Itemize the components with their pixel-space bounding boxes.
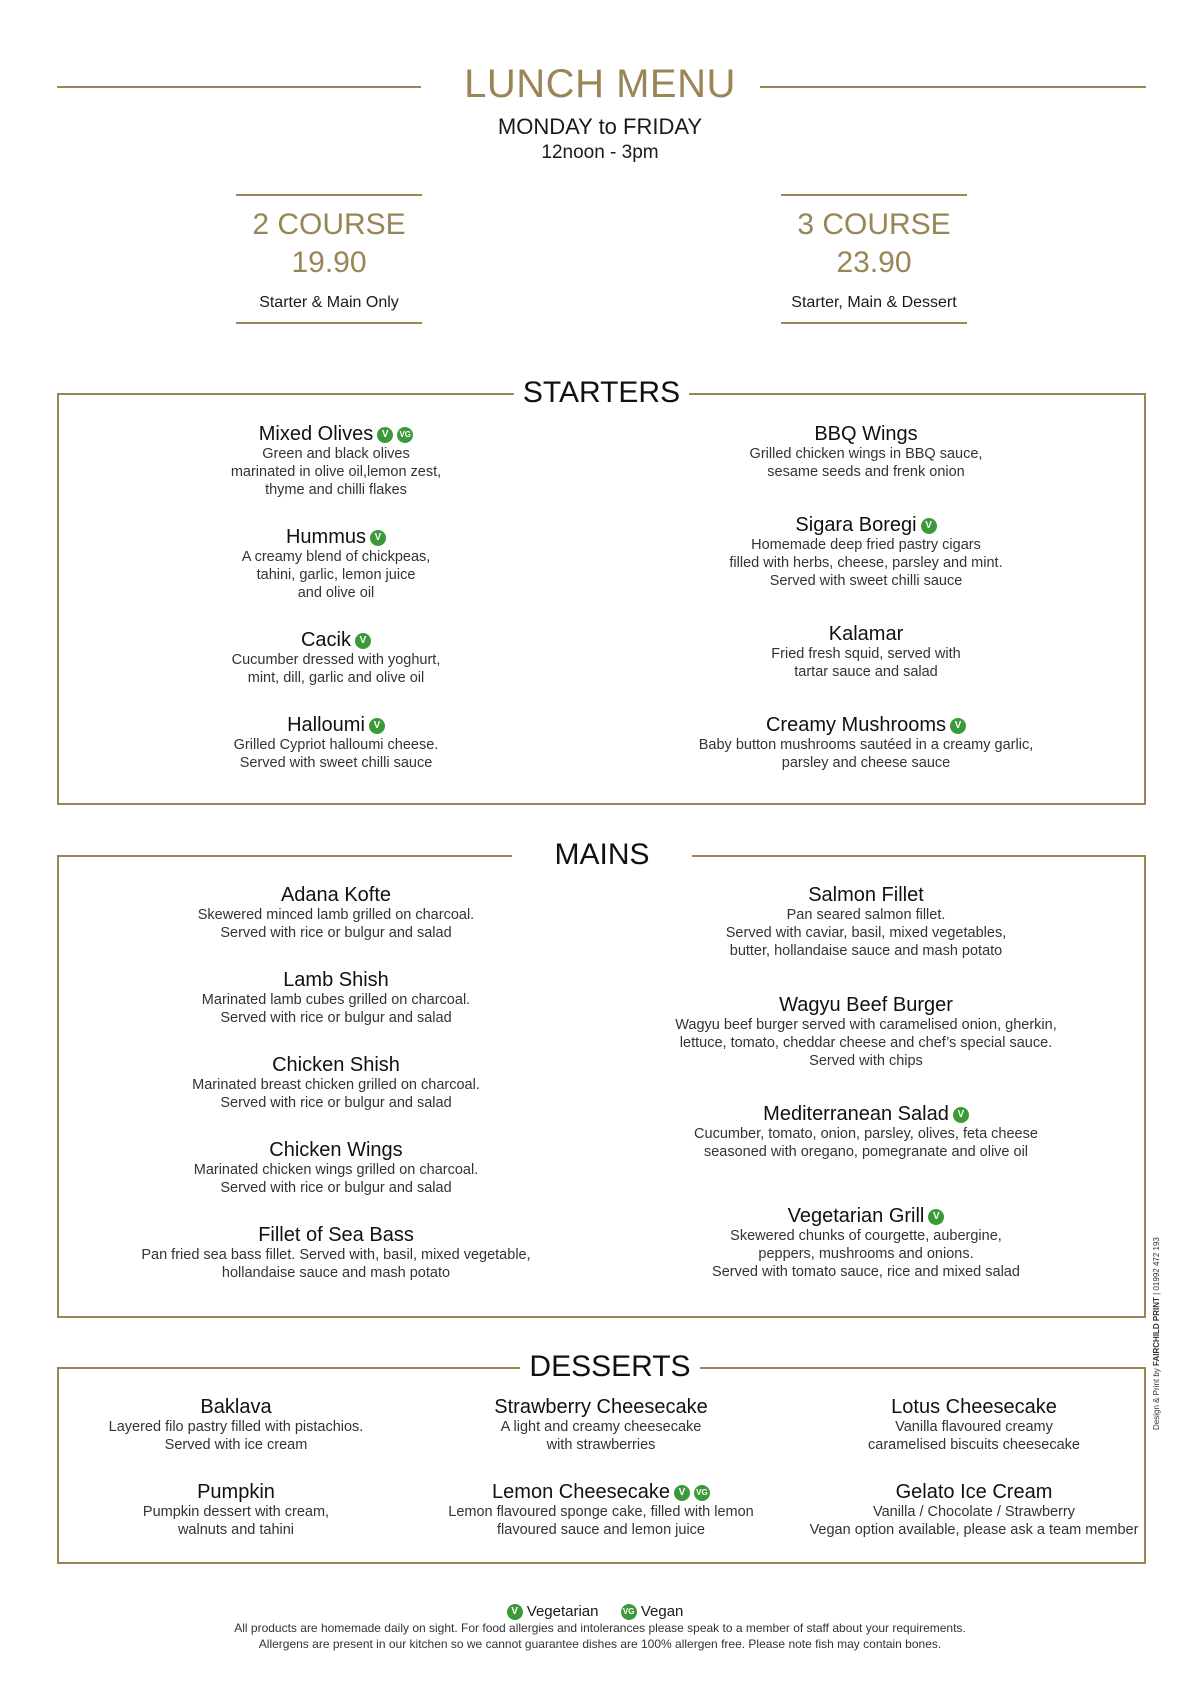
vegan-icon: VG <box>621 1604 637 1620</box>
item-description-line: and olive oil <box>297 585 375 601</box>
item-name-text: Baklava <box>200 1396 272 1418</box>
item-name-text: Vegetarian Grill <box>787 1205 925 1227</box>
item-name <box>646 884 1086 906</box>
item-name-text: Salmon Fillet <box>808 884 924 906</box>
item-description-line: Pan seared salmon fillet. <box>786 907 946 923</box>
item-name <box>116 714 556 736</box>
allergy-note: All products are homemade daily on sight. For food allergies and intolerances please speak to a member of staff about your requirements. <box>234 1621 966 1635</box>
item-name-text: Hummus <box>285 526 366 548</box>
printer-prefix: Design & Print by <box>1152 1368 1161 1430</box>
vegetarian-icon: V <box>507 1604 523 1620</box>
menu-title: LUNCH MENU <box>464 62 736 106</box>
item-name <box>646 514 1086 536</box>
item-description-line: Served with tomato sauce, rice and mixed salad <box>712 1264 1020 1280</box>
item-description-line: Served with sweet chilli sauce <box>769 573 963 589</box>
item-description-line: with strawberries <box>546 1437 656 1453</box>
printer-phone: | 01992 472 193 <box>1152 1237 1161 1295</box>
item-description-line: parsley and cheese sauce <box>781 755 951 771</box>
item-description-line: Lemon flavoured sponge cake, filled with lemon <box>448 1504 754 1520</box>
item-name-text: Chicken Wings <box>269 1139 403 1161</box>
item-description-line: seasoned with oregano, pomegranate and olive oil <box>703 1144 1029 1160</box>
item-name-text: Kalamar <box>828 623 904 645</box>
legend-vegetarian: Vegetarian <box>526 1603 599 1620</box>
item-description-line: Served with sweet chilli sauce <box>239 755 433 771</box>
item-name-text: Gelato Ice Cream <box>895 1481 1053 1503</box>
course-name: 2 COURSE <box>252 208 406 241</box>
item-name-text: Adana Kofte <box>280 884 392 906</box>
item-description-line: Served with caviar, basil, mixed vegetables, <box>725 925 1007 941</box>
desserts-item <box>754 1481 1194 1539</box>
course-name: 3 COURSE <box>797 208 951 241</box>
item-name-text: BBQ Wings <box>814 423 918 445</box>
course-desc: Starter, Main & Dessert <box>791 294 957 311</box>
item-description-line: lettuce, tomato, cheddar cheese and chef’s special sauce. <box>679 1035 1053 1051</box>
menu-hours: 12noon - 3pm <box>541 142 659 163</box>
item-description-line: thyme and chilli flakes <box>265 482 407 498</box>
item-description-line: Served with rice or bulgur and salad <box>220 1095 452 1111</box>
menu-days: MONDAY to FRIDAY <box>497 114 703 139</box>
item-description-line: Pan fried sea bass fillet. Served with, basil, mixed vegetable, <box>141 1247 531 1263</box>
mains-item <box>116 1054 556 1112</box>
vegetarian-icon: V <box>355 633 371 649</box>
mains-item <box>646 884 1086 960</box>
item-description-line: sesame seeds and frenk onion <box>767 464 965 480</box>
starters-title: STARTERS <box>514 376 689 410</box>
item-name-text: Sigara Boregi <box>795 514 917 536</box>
item-name <box>116 423 556 445</box>
item-name <box>116 629 556 651</box>
item-description-line: Vanilla flavoured creamy <box>895 1419 1053 1435</box>
price-rule-bottom <box>781 322 967 324</box>
item-name-text: Lotus Cheesecake <box>891 1396 1057 1418</box>
item-description-line: Served with ice cream <box>164 1437 308 1453</box>
item-name-text: Mixed Olives <box>258 423 374 445</box>
starters-item <box>116 423 556 499</box>
item-name <box>116 1139 556 1161</box>
starters-item <box>116 629 556 687</box>
price-rule-top <box>236 194 422 196</box>
course-price: 19.90 <box>291 246 367 279</box>
item-description-line: Vanilla / Chocolate / Strawberry <box>872 1504 1076 1520</box>
starters-item <box>646 423 1086 481</box>
mains-item <box>116 1224 556 1282</box>
item-description-line: tahini, garlic, lemon juice <box>256 567 416 583</box>
item-name <box>754 1396 1194 1418</box>
item-description-line: Grilled Cypriot halloumi cheese. <box>233 737 439 753</box>
price-rule-bottom <box>236 322 422 324</box>
starters-item <box>116 714 556 772</box>
item-name <box>646 1205 1086 1227</box>
vegetarian-icon: V <box>953 1107 969 1123</box>
item-description-line: peppers, mushrooms and onions. <box>758 1246 974 1262</box>
item-description-line: tartar sauce and salad <box>794 664 938 680</box>
item-name-text: Fillet of Sea Bass <box>258 1224 414 1246</box>
item-description-line: marinated in olive oil,lemon zest, <box>230 464 442 480</box>
item-name-text: Strawberry Cheesecake <box>494 1396 708 1418</box>
desserts-item <box>754 1396 1194 1454</box>
item-name <box>116 884 556 906</box>
item-description-line: Wagyu beef burger served with caramelised onion, gherkin, <box>675 1017 1057 1033</box>
item-description-line: Pumpkin dessert with cream, <box>142 1504 330 1520</box>
vegetarian-icon: V <box>370 530 386 546</box>
vegetarian-icon: V <box>921 518 937 534</box>
item-name <box>116 1054 556 1076</box>
item-name-text: Creamy Mushrooms <box>765 714 947 736</box>
item-name <box>754 1481 1194 1503</box>
item-name-text: Pumpkin <box>197 1481 275 1503</box>
price-box-3-course <box>781 194 967 324</box>
item-description-line: Layered filo pastry filled with pistachios. <box>108 1419 364 1435</box>
starters-item <box>646 714 1086 772</box>
item-description-line: Green and black olives <box>262 446 410 462</box>
item-description-line: Served with chips <box>809 1053 923 1069</box>
item-name-text: Wagyu Beef Burger <box>779 994 953 1016</box>
vegan-icon: VG <box>397 427 413 443</box>
desserts-title: DESSERTS <box>520 1350 700 1384</box>
vegetarian-icon: V <box>369 718 385 734</box>
item-name-text: Mediterranean Salad <box>763 1103 949 1125</box>
item-description-line: Marinated lamb cubes grilled on charcoal. <box>201 992 471 1008</box>
mains-item <box>116 1139 556 1197</box>
item-description-line: Served with rice or bulgur and salad <box>220 1180 452 1196</box>
item-name <box>116 969 556 991</box>
item-description-line: Marinated chicken wings grilled on charcoal. <box>193 1162 479 1178</box>
mains-item <box>116 884 556 942</box>
item-name-text: Lamb Shish <box>283 969 389 991</box>
item-description-line: Served with rice or bulgur and salad <box>220 925 452 941</box>
item-name-text: Halloumi <box>287 714 365 736</box>
item-name <box>646 714 1086 736</box>
mains-title: MAINS <box>512 838 692 872</box>
item-description-line: Skewered minced lamb grilled on charcoal. <box>197 907 475 923</box>
item-description-line: hollandaise sauce and mash potato <box>221 1265 451 1281</box>
starters-item <box>646 623 1086 681</box>
item-name-text: Chicken Shish <box>272 1054 400 1076</box>
item-description-line: Fried fresh squid, served with <box>771 646 961 662</box>
item-description-line: Served with rice or bulgur and salad <box>220 1010 452 1026</box>
item-name <box>116 526 556 548</box>
vegetarian-icon: V <box>950 718 966 734</box>
mains-item <box>646 1103 1086 1161</box>
item-description-line: Homemade deep fried pastry cigars <box>751 537 981 553</box>
vegetarian-icon: V <box>674 1485 690 1501</box>
starters-item <box>646 514 1086 590</box>
item-description-line: Baby button mushrooms sautéed in a creamy garlic, <box>698 737 1034 753</box>
item-description-line: walnuts and tahini <box>177 1522 295 1538</box>
item-name <box>646 994 1086 1016</box>
item-description-line: mint, dill, garlic and olive oil <box>247 670 425 686</box>
item-name <box>646 1103 1086 1125</box>
allergen-note: Allergens are present in our kitchen so we cannot guarantee dishes are 100% allergen free. Please note fish may contain bones. <box>258 1637 942 1651</box>
mains-item <box>116 969 556 1027</box>
price-box-2-course <box>236 194 422 324</box>
course-desc: Starter & Main Only <box>259 294 399 311</box>
price-rule-top <box>781 194 967 196</box>
item-description-line: Cucumber dressed with yoghurt, <box>231 652 441 668</box>
legend-vegan: Vegan <box>640 1603 684 1620</box>
starters-item <box>116 526 556 602</box>
item-name-text: Cacik <box>300 629 351 651</box>
item-description-line: flavoured sauce and lemon juice <box>497 1522 705 1538</box>
vegetarian-icon: V <box>377 427 393 443</box>
vegetarian-icon: V <box>928 1209 944 1225</box>
printer-name: FAIRCHILD PRINT <box>1152 1297 1161 1366</box>
item-name <box>646 623 1086 645</box>
item-description-line: A light and creamy cheesecake <box>500 1419 702 1435</box>
item-name-text: Lemon Cheesecake <box>492 1481 670 1503</box>
item-description-line: Cucumber, tomato, onion, parsley, olives, feta cheese <box>694 1126 1038 1142</box>
item-description-line: A creamy blend of chickpeas, <box>241 549 431 565</box>
item-description-line: butter, hollandaise sauce and mash potato <box>729 943 1003 959</box>
item-description-line: Vegan option available, please ask a team member <box>809 1522 1139 1538</box>
vegan-icon: VG <box>694 1485 710 1501</box>
item-description-line: caramelised biscuits cheesecake <box>868 1437 1080 1453</box>
item-description-line: Grilled chicken wings in BBQ sauce, <box>749 446 983 462</box>
item-description-line: filled with herbs, cheese, parsley and mint. <box>729 555 1003 571</box>
item-name <box>116 1224 556 1246</box>
item-name <box>646 423 1086 445</box>
item-description-line: Skewered chunks of courgette, aubergine, <box>730 1228 1002 1244</box>
mains-item <box>646 994 1086 1070</box>
printer-credit <box>1152 1190 1170 1430</box>
dietary-legend <box>0 1603 1200 1620</box>
mains-item <box>646 1205 1086 1281</box>
item-description-line: Marinated breast chicken grilled on charcoal. <box>192 1077 480 1093</box>
course-price: 23.90 <box>836 246 912 279</box>
